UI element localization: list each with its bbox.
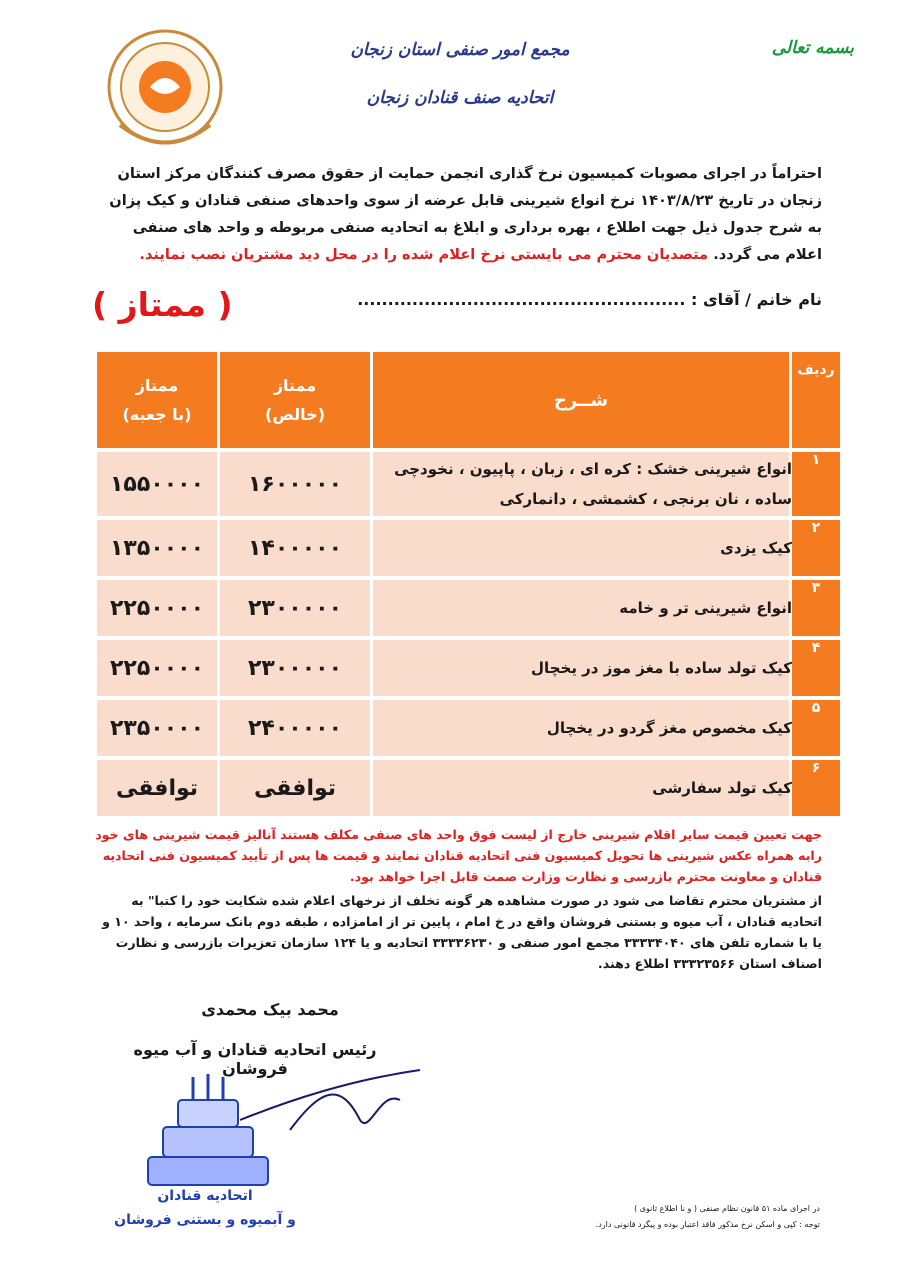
intro-highlight: متصدیان محترم می بایستی نرخ اعلام شده را در محل دید مشتریان نصب نمایند. <box>139 246 709 263</box>
org-title: مجمع امور صنفی استان زنجان <box>350 40 570 60</box>
footer-line-1: در اجرای ماده ۵۱ قانون نظام صنفی ( و نا اطلاع ثانوی ) <box>634 1204 820 1213</box>
grade-label: ( ممتاز ) <box>92 285 233 324</box>
header-net-sub: (خالص) <box>265 405 325 424</box>
name-field-line: نام خانم / آقای : ...................................................... <box>357 290 822 309</box>
row-index-cell: ۴ <box>792 636 840 696</box>
table-row <box>97 448 840 516</box>
intro-text: احتراماً در اجرای مصوبات کمیسیون نرخ گذاری انجمن حمایت از حقوق مصرف کنندگان مرکز استان زنجان در تاریخ ۱۴۰۳/۸/۲۳ نرخ انواع شیرینی قابل عرضه از سوی واحدهای صنفی قنادان و کیک پزان به شرح جدول ذیل جهت اطلاع ، بهره برداری و ابلاغ به اتحادیه صنفی مربوطه و واحد های صنفی اعلام می گردد. <box>109 165 822 263</box>
complaint-note: از مشتریان محترم تقاضا می شود در صورت مشاهده هر گونه تخلف از نرخهای اعلام شده شکایت خود را کتبا" به اتحادیه قنادان ، آب میوه و بستنی فروشان واقع در خ امام ، پایین تر از امامزاده ، طبقه دوم بانک سرمایه ، واحد ۱۰ و یا با شماره تلفن های ۳۳۳۳۴۰۴۰ مجمع امور صنفی و ۳۳۳۳۶۲۳۰ اتحادیه و یا ۱۲۴ سازمان تعزیرات بازرسی و نظارت اصناف استان ۳۳۳۲۳۵۶۶ اطلاع دهند. <box>102 893 822 971</box>
price-box-cell: ۱۵۵۰۰۰۰ <box>97 448 220 516</box>
price-table <box>97 352 840 816</box>
row-index-cell: ۶ <box>792 756 840 816</box>
price-net-cell: ۲۳۰۰۰۰۰ <box>220 636 373 696</box>
row-index-cell: ۵ <box>792 696 840 756</box>
header-net <box>220 352 373 448</box>
header-net-title: ممتاز <box>273 376 317 395</box>
price-box-cell: ۲۳۵۰۰۰۰ <box>97 696 220 756</box>
description-cell: کیک مخصوص مغز گردو در یخچال <box>373 696 792 756</box>
table-row <box>97 696 840 756</box>
price-net-cell: ۲۳۰۰۰۰۰ <box>220 576 373 636</box>
signer-title: رئیس اتحادیه قنادان و آب میوه فروشان <box>133 1040 377 1078</box>
price-box-cell: ۱۳۵۰۰۰۰ <box>97 516 220 576</box>
table-row <box>97 516 840 576</box>
price-note-red: جهت تعیین قیمت سایر اقلام شیرینی خارج از لیست فوق واحد های صنفی مکلف هستند آنالیز قیمت شیرینی های خود رابه همراه عکس شیرینی ها تحویل کمیسیون فنی اتحادیه قنادان نمایند و قیمت ها پس از تأیید کمیسیون فنی اتحادیه قنادان و معاونت محترم بازرسی و نظارت وزارت صمت قابل اجرا خواهد بود. <box>95 827 822 884</box>
price-net-cell: ۱۴۰۰۰۰۰ <box>220 516 373 576</box>
header-row: ردیف <box>792 352 840 448</box>
row-index-cell: ۱ <box>792 448 840 516</box>
footer-line-2: توجه : کپی و اسکن نرخ مذکور فاقد اعتبار بوده و پیگرد قانونی دارد. <box>595 1220 820 1229</box>
description-cell: انواع شیرینی تر و خامه <box>373 576 792 636</box>
signer-name: محمد بیک محمدی <box>201 1000 339 1019</box>
header-desc: شــرح <box>373 352 792 448</box>
stamp-line-2: و آبمیوه و بستنی فروشان <box>114 1212 296 1228</box>
intro-paragraph <box>95 160 822 268</box>
union-title: اتحادیه صنف قنادان زنجان <box>366 88 554 108</box>
table-header-row <box>97 352 840 448</box>
stamp-line-1: اتحادیه قنادان <box>157 1188 253 1204</box>
union-logo-icon <box>100 25 230 155</box>
description-cell: انواع شیرینی خشک : کره ای ، زبان ، پاپیون ، نخودچی ساده ، نان برنجی ، کشمشی ، دانمارکی <box>373 448 792 516</box>
header-box-title: ممتاز <box>135 376 179 395</box>
row-index-cell: ۳ <box>792 576 840 636</box>
table-row <box>97 576 840 636</box>
price-box-cell: توافقی <box>97 756 220 816</box>
price-box-cell: ۲۲۵۰۰۰۰ <box>97 636 220 696</box>
description-cell: کیک تولد سفارشی <box>373 756 792 816</box>
table-row <box>97 756 840 816</box>
price-box-cell: ۲۲۵۰۰۰۰ <box>97 576 220 636</box>
table-row <box>97 636 840 696</box>
signature-icon <box>230 1060 430 1140</box>
price-net-cell: ۲۴۰۰۰۰۰ <box>220 696 373 756</box>
description-cell: کیک تولد ساده با مغز موز در یخچال <box>373 636 792 696</box>
row-index-cell: ۲ <box>792 516 840 576</box>
price-net-cell: ۱۶۰۰۰۰۰ <box>220 448 373 516</box>
header-box <box>97 352 220 448</box>
basmala-text: بسمه تعالی <box>771 38 854 58</box>
description-cell: کیک یزدی <box>373 516 792 576</box>
price-net-cell: توافقی <box>220 756 373 816</box>
header-box-sub: (با جعبه) <box>122 405 192 424</box>
